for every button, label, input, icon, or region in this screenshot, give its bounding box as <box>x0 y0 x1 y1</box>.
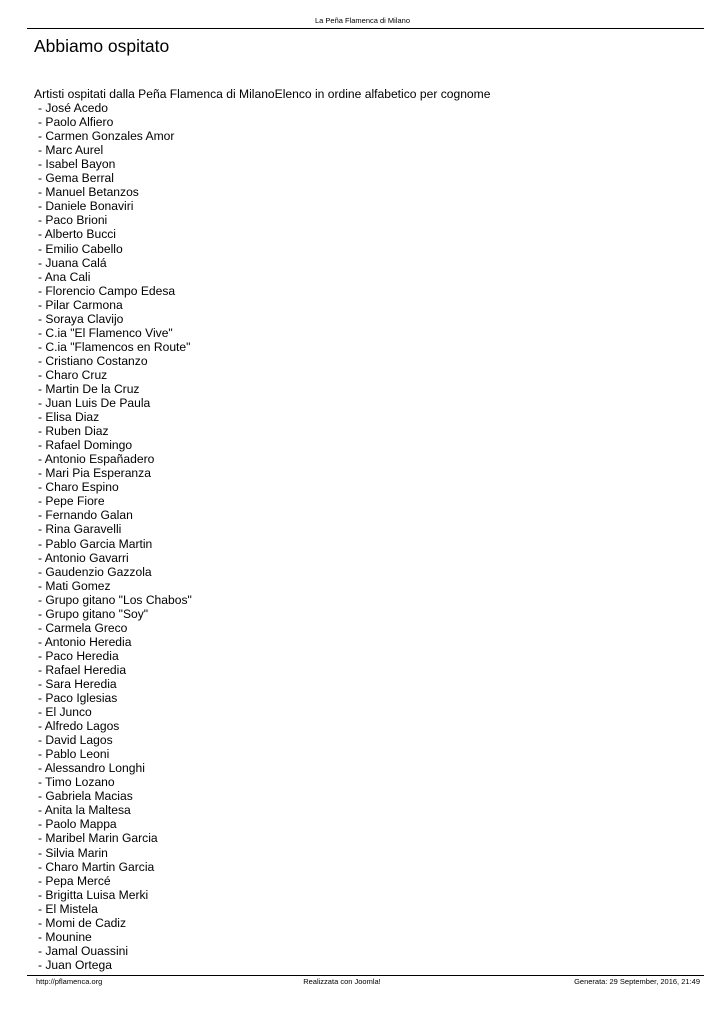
footer-generated-date: Generata: 29 September, 2016, 21:49 <box>574 977 700 986</box>
artist-list <box>34 101 704 972</box>
artist-list-item: - Antonio Heredia <box>38 634 132 649</box>
artist-list-item: - Charo Cruz <box>38 367 108 382</box>
artist-list-item: - Alessandro Longhi <box>38 761 145 776</box>
article-body <box>34 87 704 972</box>
artist-list-item: - Mari Pia Esperanza <box>38 466 151 481</box>
artist-list-item: - Silvia Marin <box>38 845 108 860</box>
artist-list-item: - Antonio Gavarri <box>38 550 129 565</box>
artist-list-item: - El Mistela <box>38 901 98 916</box>
artist-list-item: - Gema Berral <box>38 171 114 186</box>
artist-list-item: - Timo Lozano <box>38 775 115 790</box>
artist-list-item: - David Lagos <box>38 733 113 748</box>
artist-list-item: - Martin De la Cruz <box>38 381 140 396</box>
artist-list-item: - Juana Calá <box>38 255 107 270</box>
artist-list-item: - Florencio Campo Edesa <box>38 283 176 298</box>
artist-list-item: - José Acedo <box>38 101 108 116</box>
artist-list-item: - Mati Gomez <box>38 578 111 593</box>
artist-list-item: - Pepe Fiore <box>38 494 105 509</box>
artist-list-item: - Soraya Clavijo <box>38 311 124 326</box>
artist-list-item: - Daniele Bonaviri <box>38 199 134 214</box>
page-title: Abbiamo ospitato <box>34 36 170 56</box>
footer-url[interactable]: http://pflamenca.org <box>36 977 103 986</box>
artist-list-item: - Paco Brioni <box>38 213 108 228</box>
artist-list-item: - Charo Espino <box>38 480 119 495</box>
artist-list-item: - Rafael Domingo <box>38 438 133 453</box>
artist-list-item: - Juan Luis De Paula <box>38 396 151 411</box>
header-divider <box>27 28 704 29</box>
artist-list-item: - Grupo gitano "Los Chabos" <box>38 592 192 607</box>
artist-list-item: - Anita la Maltesa <box>38 803 131 818</box>
artist-list-item: - Paco Heredia <box>38 648 119 663</box>
artist-list-item: - Isabel Bayon <box>38 157 116 172</box>
artist-list-item: - Marc Aurel <box>38 143 104 158</box>
artist-list-item: - C.ia "El Flamenco Vive" <box>38 325 173 340</box>
artist-list-item: - Gabriela Macias <box>38 789 133 804</box>
artist-list-item: - Gaudenzio Gazzola <box>38 564 152 579</box>
artist-list-item: - Ruben Diaz <box>38 424 109 439</box>
artist-list-item: - Brigitta Luisa Merki <box>38 887 149 902</box>
artist-list-item: - Jamal Ouassini <box>38 943 129 958</box>
artist-list-item: - Carmela Greco <box>38 620 128 635</box>
artist-list-item: - Ana Cali <box>38 269 91 284</box>
footer-powered-by: Realizzata con Joomla! <box>303 977 381 986</box>
artist-list-item: - Rafael Heredia <box>38 662 127 677</box>
artist-list-item: - Pilar Carmona <box>38 297 123 312</box>
artist-list-item: - Cristiano Costanzo <box>38 353 148 368</box>
artist-list-item: - Mounine <box>38 929 92 944</box>
artist-list-item: - Manuel Betanzos <box>38 185 139 200</box>
artist-list-item: - Paolo Alfiero <box>38 115 114 130</box>
footer-divider <box>27 975 704 976</box>
artist-list-item: - Pablo Garcia Martin <box>38 536 153 551</box>
artist-list-item: - C.ia "Flamencos en Route" <box>38 339 191 354</box>
artist-list-item: - Juan Ortega <box>38 957 112 972</box>
artist-list-item: - Fernando Galan <box>38 508 133 523</box>
artist-list-item: - Alberto Bucci <box>38 227 116 242</box>
artist-list-item: - Sara Heredia <box>38 676 117 691</box>
artist-list-item: - Charo Martin Garcia <box>38 859 155 874</box>
artist-list-item: - Antonio Españadero <box>38 452 155 467</box>
artist-list-item: - El Junco <box>38 705 92 720</box>
artist-list-item: - Momi de Cadiz <box>38 915 127 930</box>
artist-list-item: - Pepa Mercé <box>38 873 111 888</box>
artist-list-item: - Paco Iglesias <box>38 691 118 706</box>
artist-list-item: - Emilio Cabello <box>38 241 123 256</box>
artist-list-item: - Rina Garavelli <box>38 522 122 537</box>
artist-list-item: - Elisa Diaz <box>38 410 100 425</box>
artist-list-item: - Pablo Leoni <box>38 747 110 762</box>
artist-list-item: - Grupo gitano "Soy" <box>38 606 149 621</box>
site-header: La Peña Flamenca di Milano <box>314 16 411 25</box>
intro-text: Artisti ospitati dalla Peña Flamenca di MilanoElenco in ordine alfabetico per cognome <box>34 87 491 101</box>
artist-list-item: - Carmen Gonzales Amor <box>38 129 175 144</box>
artist-list-item: - Paolo Mappa <box>38 817 117 832</box>
artist-list-item: - Alfredo Lagos <box>38 719 120 734</box>
artist-list-item: - Maribel Marin Garcia <box>38 831 158 846</box>
